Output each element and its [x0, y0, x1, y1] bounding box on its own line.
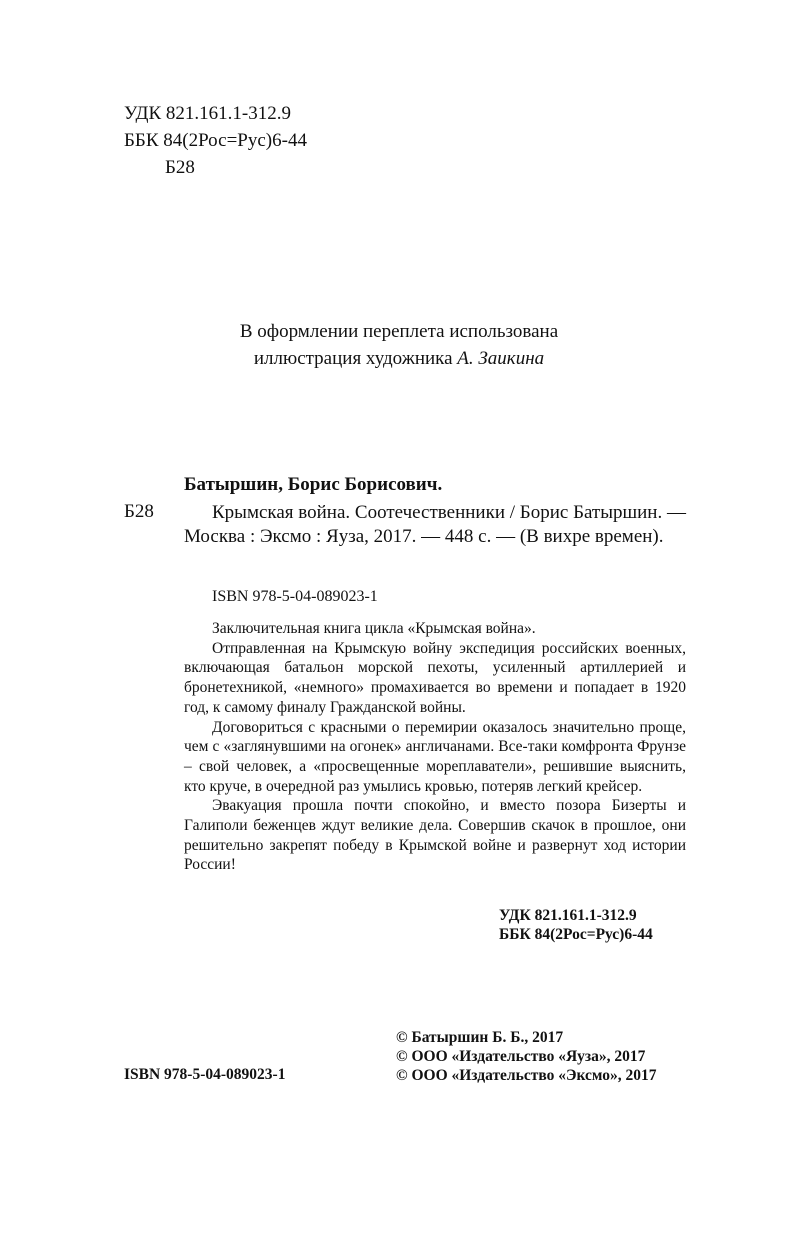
- classification-udk: УДК 821.161.1-312.9: [499, 907, 637, 924]
- catalog-isbn: ISBN 978-5-04-089023-1: [212, 588, 378, 605]
- cover-note-line1: В оформлении переплета использована: [239, 321, 559, 342]
- catalog-description: Крымская война. Соотечественники / Борис Батыршин. — Москва : Эксмо : Яуза, 2017. — 448 с. — (В вихре времен).: [184, 502, 686, 547]
- bottom-isbn: ISBN 978-5-04-089023-1: [124, 1066, 286, 1083]
- annotation-paragraph: Отправленная на Крымскую войну экспедиция российских военных, включающая батальон морской пехоты, усиленный артиллерией и бронетехникой, «немного» промахивается во времени и попадает в 1920 год, к самому финалу Гражданской войны.: [184, 639, 686, 716]
- copyright-line: © ООО «Издательство «Яуза», 2017: [396, 1048, 646, 1065]
- cover-artist-name: А. Заикина: [457, 348, 545, 369]
- cover-note-line2: [0, 345, 798, 372]
- annotation-paragraph: Эвакуация прошла почти спокойно, и вместо позора Бизерты и Галиполи беженцев ждут великие дела. Совершив скачок в прошлое, они решительно закрепят победу в Крымской войне и развернут ход истории России!: [184, 797, 686, 874]
- top-bbk: ББК 84(2Рос=Рус)6-44: [124, 130, 307, 151]
- annotation: [184, 619, 686, 875]
- copyright-line: © Батыршин Б. Б., 2017: [396, 1029, 564, 1046]
- top-udk: УДК 821.161.1-312.9: [124, 103, 291, 124]
- catalog-call-mark: Б28: [124, 501, 154, 522]
- annotation-paragraph: Заключительная книга цикла «Крымская война».: [212, 620, 536, 637]
- copyright-line: © ООО «Издательство «Эксмо», 2017: [396, 1067, 657, 1084]
- classification-bbk: ББК 84(2Рос=Рус)6-44: [499, 926, 653, 943]
- catalog-author: Батыршин, Борис Борисович.: [184, 474, 443, 495]
- annotation-paragraph: Договориться с красными о перемирии оказалось значительно проще, чем с «заглянувшими на огонек» англичанами. Все-таки комфронта Фрунзе – свой человек, а «просвещенные мореплаватели», решившие выяснить, кто круче, в очередной раз умылись кровью, потеряв легкий крейсер.: [184, 718, 686, 795]
- cover-note-prefix: иллюстрация художника: [253, 348, 458, 369]
- top-author-mark: Б28: [165, 157, 195, 178]
